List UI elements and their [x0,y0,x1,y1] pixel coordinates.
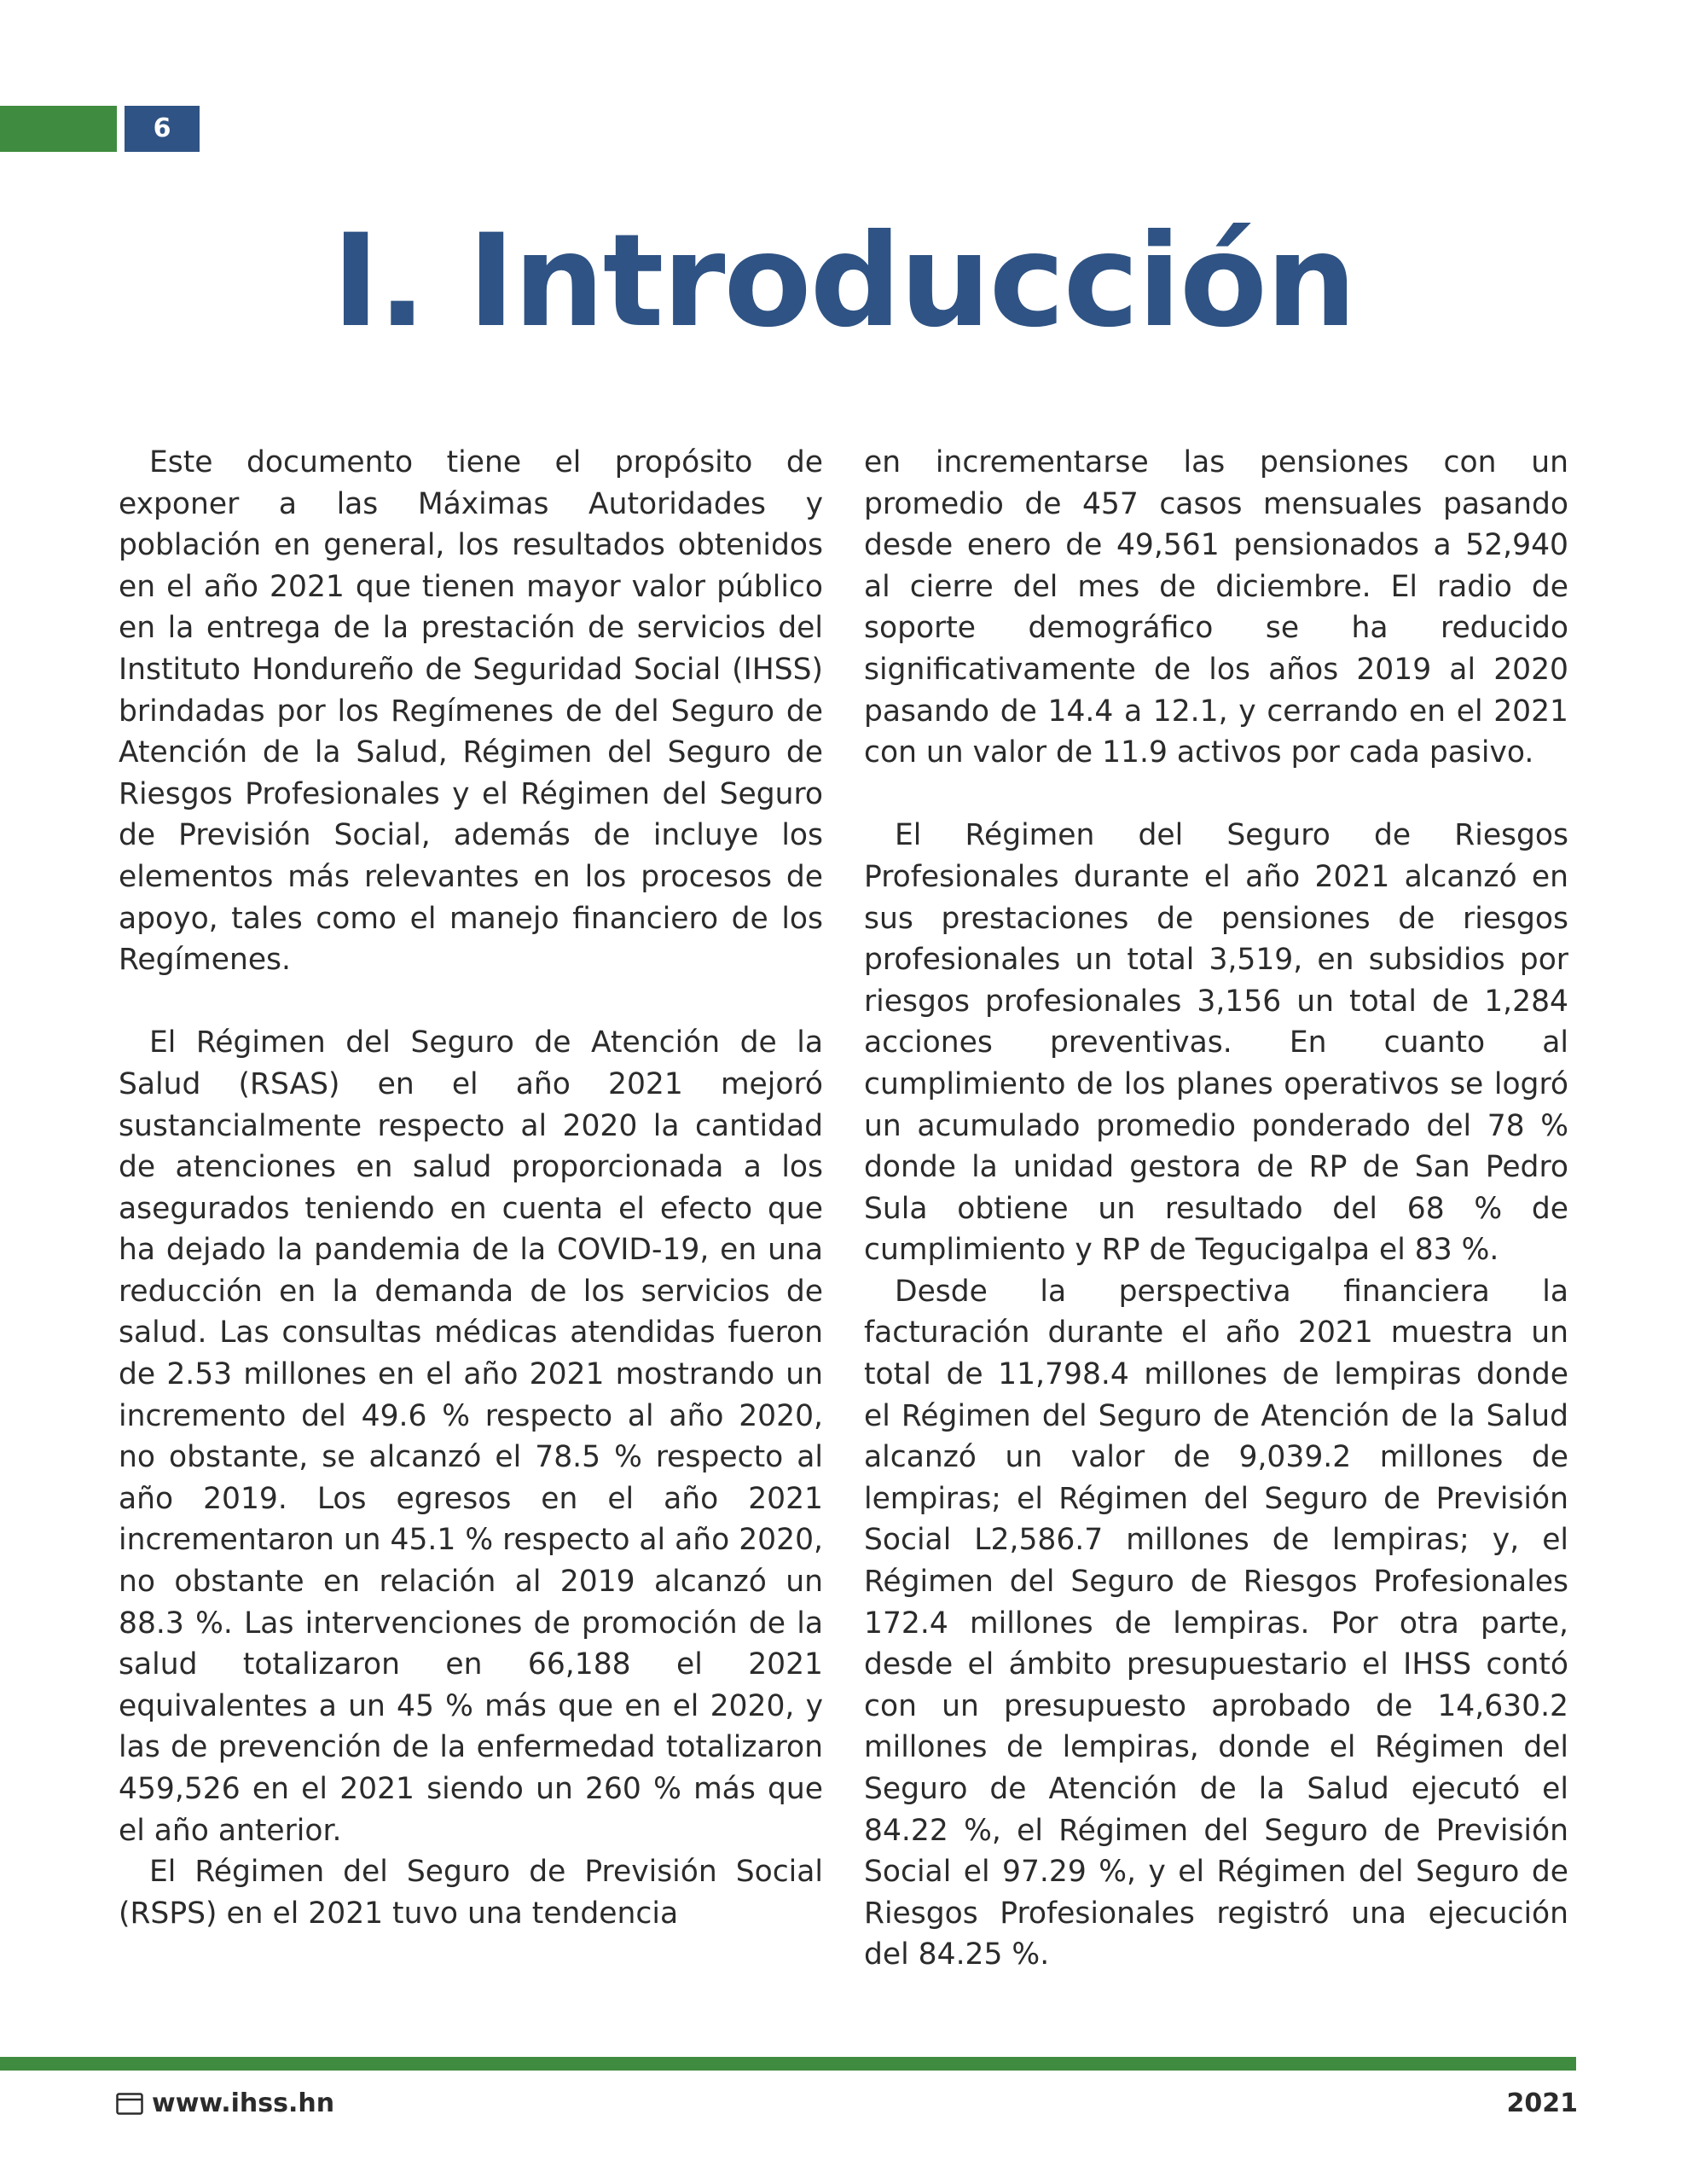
paragraph-rsps-start: El Régimen del Seguro de Previsión Social (RSPS) en el 2021 tuvo una tendencia [119,1855,823,1931]
footer-year: 2021 [1506,2088,1578,2118]
text-column-right [864,442,1568,1976]
page-title: I. Introducción [332,207,1355,356]
footer-divider [0,2057,1576,2071]
header-green-bar [0,106,117,152]
footer-url[interactable]: www.ihss.hn [152,2088,335,2118]
paragraph-purpose: Este documento tiene el propósito de exponer a las Máximas Autoridades y población en general, los resultados obtenidos en el año 2021 que tienen mayor valor público en la entrega de la prestación de servicios del Instituto Hondureño de Seguridad Social (IHSS) brindadas por los Regímenes de del Seguro de Atención de la Salud, Régimen del Seguro de Riesgos Profesionales y el Régimen del Seguro de Previsión Social, además de incluye los elementos más relevantes en los procesos de apoyo, tales como el manejo financiero de los Regímenes. [119,445,823,978]
paragraph-rsas: El Régimen del Seguro de Atención de la Salud (RSAS) en el año 2021 mejoró sustancialmente respecto al 2020 la cantidad de atenciones en salud proporcionada a los asegurados teniendo en cuenta el efecto que ha dejado la pandemia de la COVID-19, en una reducción en la demanda de los servicios de salud. Las consultas médicas atendidas fueron de 2.53 millones en el año 2021 mostrando un incremento del 49.6 % respecto al año 2020, no obstante, se alcanzó el 78.5 % respecto al año 2019. Los egresos en el año 2021 incrementaron un 45.1 % respecto al año 2020, no obstante en relación al 2019 alcanzó un 88.3 %. Las intervenciones de promoción de la salud totalizaron en 66,188 el 2021 equivalentes a un 45 % más que en el 2020, y las de prevención de la enfermedad totalizaron 459,526 en el 2021 siendo un 260 % más que el año anterior. [119,1025,823,1848]
browser-window-icon [116,2093,143,2115]
text-column-left [119,442,823,1934]
paragraph-financiera: Desde la perspectiva financiera la facturación durante el año 2021 muestra un total de 11,798.4 millones de lempiras donde el Régimen del Seguro de Atención de la Salud alcanzó un valor de 9,039.2 millones de lempiras; el Régimen del Seguro de Previsión Social L2,586.7 millones de lempiras; y, el Régimen del Seguro de Riesgos Profesionales 172.4 millones de lempiras. Por otra parte, desde el ámbito presupuestario el IHSS contó con un presupuesto aprobado de 14,630.2 millones de lempiras, donde el Régimen del Seguro de Atención de la Salud ejecutó el 84.22 %, el Régimen del Seguro de Previsión Social el 97.29 %, y el Régimen del Seguro de Riesgos Profesionales registró una ejecución del 84.25 %. [864,1274,1568,1972]
page-number: 6 [125,106,200,152]
footer-website[interactable] [116,2088,334,2118]
paragraph-rsps-continued: en incrementarse las pensiones con un promedio de 457 casos mensuales pasando desde enero de 49,561 pensionados a 52,940 al cierre del mes de diciembre. El radio de soporte demográfico se ha reducido significativamente de los años 2019 al 2020 pasando de 14.4 a 12.1, y cerrando en el 2021 con un valor de 11.9 activos por cada pasivo. [864,445,1568,770]
paragraph-riesgos-profesionales: El Régimen del Seguro de Riesgos Profesionales durante el año 2021 alcanzó en sus prestaciones de pensiones de riesgos profesionales un total 3,519, en subsidios por riesgos profesionales 3,156 un total de 1,284 acciones preventivas. En cuanto al cumplimiento de los planes operativos se logró un acumulado promedio ponderado del 78 % donde la unidad gestora de RP de San Pedro Sula obtiene un resultado del 68 % de cumplimiento y RP de Tegucigalpa el 83 %. [864,818,1568,1268]
